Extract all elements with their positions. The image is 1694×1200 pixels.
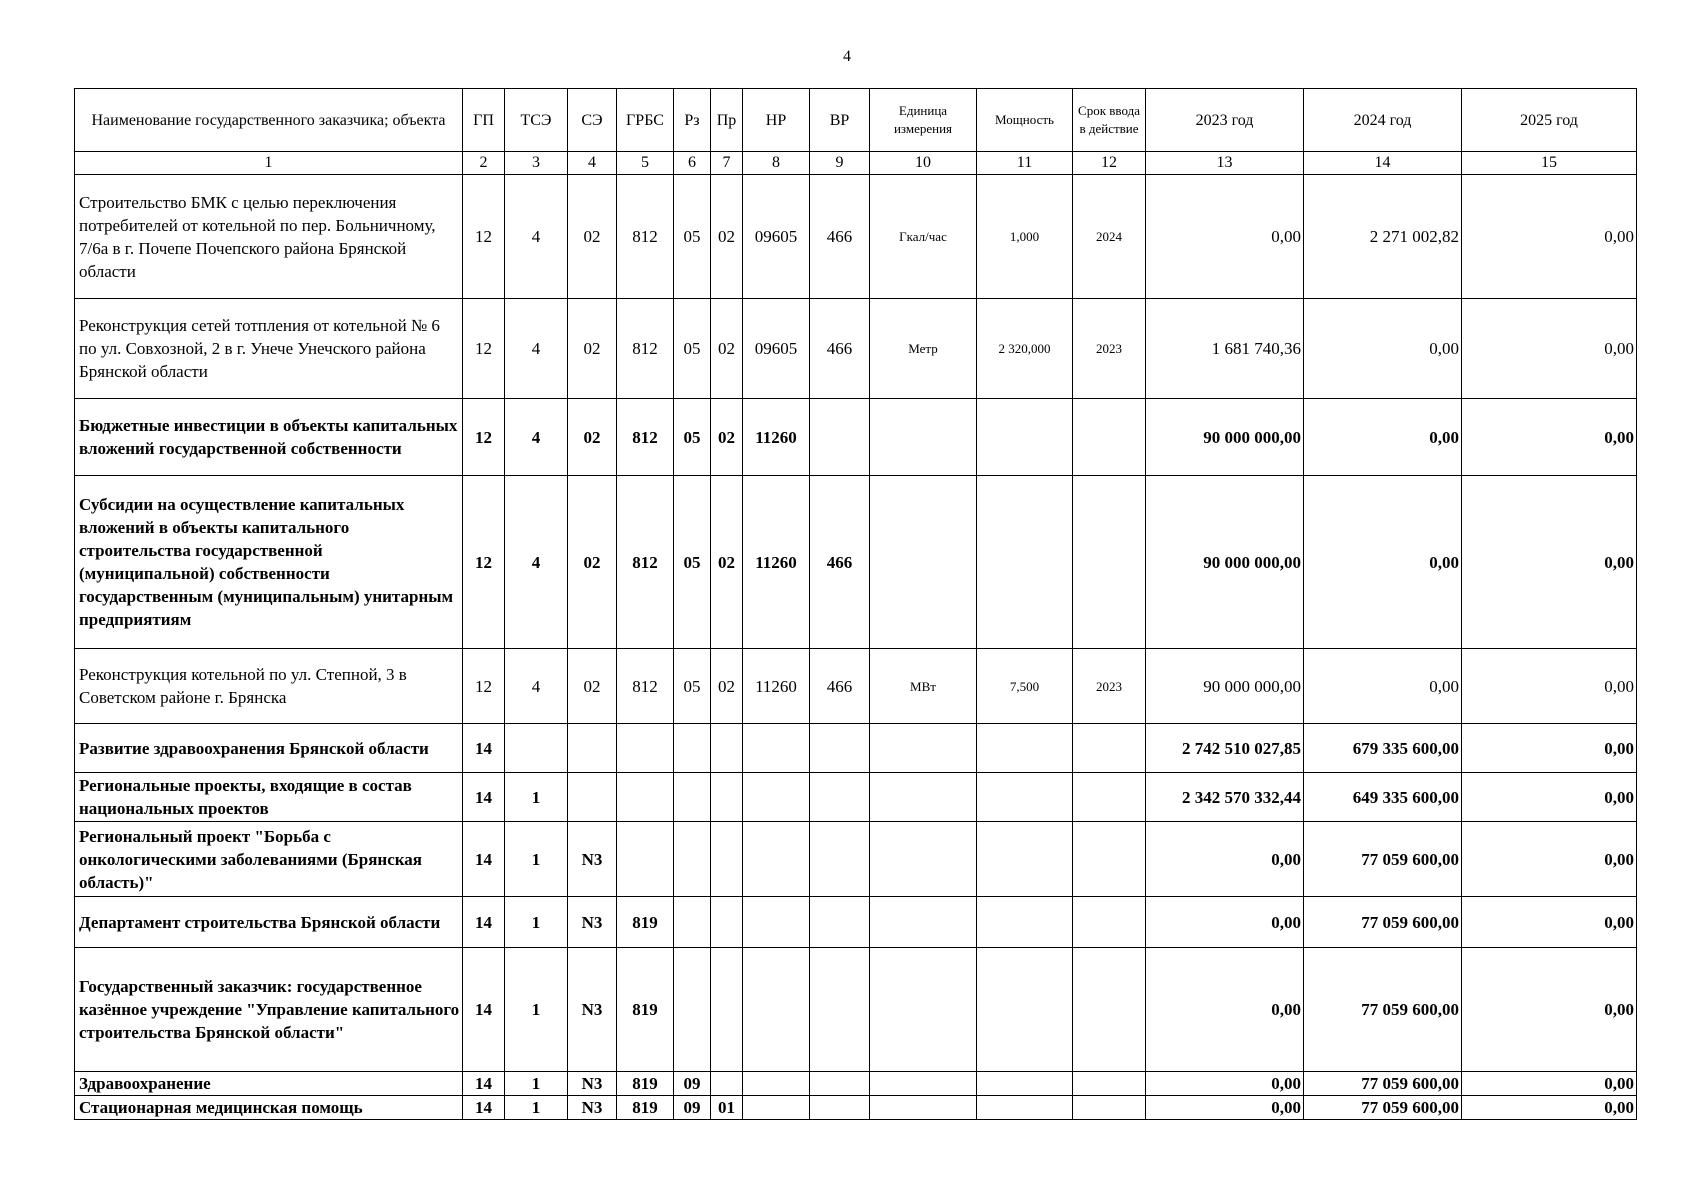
name-cell: Строительство БМК с целью переключения потребителей от котельной по пер. Больничному, 7/6а в г. Почепе Почепского района Брянской области bbox=[75, 175, 463, 299]
grbs-cell: 812 bbox=[617, 299, 674, 399]
tse-cell: 1 bbox=[505, 1096, 568, 1120]
vr-cell bbox=[810, 399, 870, 476]
se-cell: N3 bbox=[568, 1096, 617, 1120]
header-cell-vr: ВР bbox=[810, 89, 870, 152]
name-cell: Региональные проекты, входящие в состав национальных проектов bbox=[75, 773, 463, 822]
vr-cell: 466 bbox=[810, 649, 870, 724]
se-cell: 02 bbox=[568, 399, 617, 476]
unit-cell bbox=[870, 724, 977, 773]
header-cell-grbs: ГРБС bbox=[617, 89, 674, 152]
budget-table bbox=[74, 88, 1637, 1120]
amount-2025-cell: 0,00 bbox=[1462, 649, 1637, 724]
header-cell-se: СЭ bbox=[568, 89, 617, 152]
pr-cell: 02 bbox=[711, 649, 743, 724]
rz-cell bbox=[674, 773, 711, 822]
column-number: 6 bbox=[674, 152, 711, 175]
vr-cell bbox=[810, 1096, 870, 1120]
pr-cell: 02 bbox=[711, 299, 743, 399]
capacity-cell bbox=[977, 476, 1073, 649]
nr-cell bbox=[743, 1072, 810, 1096]
se-cell: 02 bbox=[568, 649, 617, 724]
se-cell: 02 bbox=[568, 299, 617, 399]
se-cell: N3 bbox=[568, 822, 617, 897]
header-cell-tse: ТСЭ bbox=[505, 89, 568, 152]
vr-cell bbox=[810, 724, 870, 773]
rz-cell: 05 bbox=[674, 299, 711, 399]
column-number: 5 bbox=[617, 152, 674, 175]
table-row bbox=[75, 299, 1637, 399]
vr-cell bbox=[810, 948, 870, 1072]
capacity-cell: 7,500 bbox=[977, 649, 1073, 724]
vr-cell bbox=[810, 822, 870, 897]
name-cell: Субсидии на осуществление капитальных вложений в объекты капитального строительства государственной (муниципальной) собственности государственным (муниципальным) унитарным предприятиям bbox=[75, 476, 463, 649]
se-cell: N3 bbox=[568, 1072, 617, 1096]
column-number: 2 bbox=[463, 152, 505, 175]
amount-2025-cell: 0,00 bbox=[1462, 1096, 1637, 1120]
header-cell-commissioning: Срок ввода в действие bbox=[1073, 89, 1146, 152]
tse-cell: 1 bbox=[505, 1072, 568, 1096]
nr-cell: 11260 bbox=[743, 649, 810, 724]
vr-cell: 466 bbox=[810, 299, 870, 399]
table-row bbox=[75, 822, 1637, 897]
column-number: 9 bbox=[810, 152, 870, 175]
vr-cell bbox=[810, 1072, 870, 1096]
vr-cell: 466 bbox=[810, 476, 870, 649]
unit-cell: Гкал/час bbox=[870, 175, 977, 299]
header-row bbox=[75, 89, 1637, 152]
rz-cell bbox=[674, 897, 711, 948]
rz-cell: 09 bbox=[674, 1072, 711, 1096]
column-number: 13 bbox=[1146, 152, 1304, 175]
commissioning-cell: 2024 bbox=[1073, 175, 1146, 299]
header-cell-rz: Рз bbox=[674, 89, 711, 152]
nr-cell bbox=[743, 948, 810, 1072]
amount-2023-cell: 1 681 740,36 bbox=[1146, 299, 1304, 399]
rz-cell: 09 bbox=[674, 1096, 711, 1120]
amount-2024-cell: 2 271 002,82 bbox=[1304, 175, 1462, 299]
amount-2025-cell: 0,00 bbox=[1462, 724, 1637, 773]
grbs-cell: 819 bbox=[617, 1072, 674, 1096]
commissioning-cell bbox=[1073, 773, 1146, 822]
header-cell-nr: НР bbox=[743, 89, 810, 152]
header-cell-gp: ГП bbox=[463, 89, 505, 152]
amount-2025-cell: 0,00 bbox=[1462, 948, 1637, 1072]
grbs-cell bbox=[617, 773, 674, 822]
amount-2025-cell: 0,00 bbox=[1462, 399, 1637, 476]
capacity-cell bbox=[977, 822, 1073, 897]
tse-cell: 4 bbox=[505, 299, 568, 399]
grbs-cell: 812 bbox=[617, 175, 674, 299]
table-row bbox=[75, 1096, 1637, 1120]
gp-cell: 12 bbox=[463, 299, 505, 399]
tse-cell: 1 bbox=[505, 948, 568, 1072]
capacity-cell bbox=[977, 897, 1073, 948]
capacity-cell: 2 320,000 bbox=[977, 299, 1073, 399]
se-cell bbox=[568, 724, 617, 773]
amount-2025-cell: 0,00 bbox=[1462, 299, 1637, 399]
grbs-cell bbox=[617, 724, 674, 773]
header-cell-year-2025: 2025 год bbox=[1462, 89, 1637, 152]
page-number: 4 bbox=[843, 48, 851, 65]
pr-cell bbox=[711, 948, 743, 1072]
unit-cell bbox=[870, 1072, 977, 1096]
amount-2024-cell: 679 335 600,00 bbox=[1304, 724, 1462, 773]
amount-2024-cell: 77 059 600,00 bbox=[1304, 897, 1462, 948]
amount-2025-cell: 0,00 bbox=[1462, 773, 1637, 822]
gp-cell: 14 bbox=[463, 897, 505, 948]
capacity-cell bbox=[977, 724, 1073, 773]
header-cell-pr: Пр bbox=[711, 89, 743, 152]
header-cell-capacity: Мощность bbox=[977, 89, 1073, 152]
gp-cell: 12 bbox=[463, 175, 505, 299]
nr-cell: 09605 bbox=[743, 175, 810, 299]
gp-cell: 14 bbox=[463, 822, 505, 897]
nr-cell bbox=[743, 773, 810, 822]
column-number: 12 bbox=[1073, 152, 1146, 175]
table-row bbox=[75, 773, 1637, 822]
gp-cell: 14 bbox=[463, 1096, 505, 1120]
unit-cell bbox=[870, 1096, 977, 1120]
rz-cell bbox=[674, 724, 711, 773]
amount-2023-cell: 0,00 bbox=[1146, 948, 1304, 1072]
column-number: 14 bbox=[1304, 152, 1462, 175]
pr-cell bbox=[711, 1072, 743, 1096]
amount-2024-cell: 77 059 600,00 bbox=[1304, 822, 1462, 897]
nr-cell: 09605 bbox=[743, 299, 810, 399]
unit-cell bbox=[870, 897, 977, 948]
header-cell-name: Наименование государственного заказчика; объекта bbox=[75, 89, 463, 152]
rz-cell: 05 bbox=[674, 649, 711, 724]
amount-2023-cell: 0,00 bbox=[1146, 1072, 1304, 1096]
name-cell: Здравоохранение bbox=[75, 1072, 463, 1096]
name-cell: Развитие здравоохранения Брянской области bbox=[75, 724, 463, 773]
unit-cell: МВт bbox=[870, 649, 977, 724]
nr-cell bbox=[743, 1096, 810, 1120]
vr-cell bbox=[810, 773, 870, 822]
nr-cell: 11260 bbox=[743, 476, 810, 649]
name-cell: Реконструкция котельной по ул. Степной, 3 в Советском районе г. Брянска bbox=[75, 649, 463, 724]
rz-cell: 05 bbox=[674, 476, 711, 649]
tse-cell: 4 bbox=[505, 399, 568, 476]
tse-cell: 1 bbox=[505, 773, 568, 822]
amount-2023-cell: 90 000 000,00 bbox=[1146, 399, 1304, 476]
commissioning-cell bbox=[1073, 724, 1146, 773]
se-cell: N3 bbox=[568, 897, 617, 948]
pr-cell: 02 bbox=[711, 175, 743, 299]
gp-cell: 12 bbox=[463, 399, 505, 476]
tse-cell: 4 bbox=[505, 476, 568, 649]
column-number: 15 bbox=[1462, 152, 1637, 175]
gp-cell: 14 bbox=[463, 948, 505, 1072]
amount-2024-cell: 77 059 600,00 bbox=[1304, 948, 1462, 1072]
amount-2024-cell: 0,00 bbox=[1304, 399, 1462, 476]
commissioning-cell bbox=[1073, 822, 1146, 897]
amount-2023-cell: 90 000 000,00 bbox=[1146, 649, 1304, 724]
commissioning-cell bbox=[1073, 1096, 1146, 1120]
commissioning-cell bbox=[1073, 948, 1146, 1072]
unit-cell bbox=[870, 399, 977, 476]
rz-cell: 05 bbox=[674, 175, 711, 299]
amount-2023-cell: 0,00 bbox=[1146, 175, 1304, 299]
commissioning-cell: 2023 bbox=[1073, 649, 1146, 724]
column-number: 11 bbox=[977, 152, 1073, 175]
tse-cell bbox=[505, 724, 568, 773]
table-row bbox=[75, 1072, 1637, 1096]
amount-2024-cell: 77 059 600,00 bbox=[1304, 1072, 1462, 1096]
grbs-cell: 819 bbox=[617, 897, 674, 948]
gp-cell: 14 bbox=[463, 724, 505, 773]
unit-cell: Метр bbox=[870, 299, 977, 399]
capacity-cell bbox=[977, 948, 1073, 1072]
tse-cell: 4 bbox=[505, 175, 568, 299]
name-cell: Региональный проект "Борьба с онкологическими заболеваниями (Брянская область)" bbox=[75, 822, 463, 897]
amount-2023-cell: 0,00 bbox=[1146, 822, 1304, 897]
table-row bbox=[75, 897, 1637, 948]
table-row bbox=[75, 948, 1637, 1072]
commissioning-cell bbox=[1073, 897, 1146, 948]
pr-cell: 02 bbox=[711, 476, 743, 649]
tse-cell: 4 bbox=[505, 649, 568, 724]
gp-cell: 14 bbox=[463, 773, 505, 822]
header-cell-year-2024: 2024 год bbox=[1304, 89, 1462, 152]
grbs-cell: 819 bbox=[617, 948, 674, 1072]
amount-2023-cell: 0,00 bbox=[1146, 897, 1304, 948]
table-row bbox=[75, 175, 1637, 299]
amount-2023-cell: 90 000 000,00 bbox=[1146, 476, 1304, 649]
pr-cell: 02 bbox=[711, 399, 743, 476]
se-cell: 02 bbox=[568, 476, 617, 649]
column-numbers-row bbox=[75, 152, 1637, 175]
header-cell-unit: Единица измерения bbox=[870, 89, 977, 152]
capacity-cell bbox=[977, 1096, 1073, 1120]
rz-cell bbox=[674, 948, 711, 1072]
rz-cell: 05 bbox=[674, 399, 711, 476]
nr-cell bbox=[743, 822, 810, 897]
pr-cell bbox=[711, 822, 743, 897]
amount-2025-cell: 0,00 bbox=[1462, 175, 1637, 299]
se-cell bbox=[568, 773, 617, 822]
unit-cell bbox=[870, 773, 977, 822]
name-cell: Государственный заказчик: государственное казённое учреждение "Управление капитального строительства Брянской области" bbox=[75, 948, 463, 1072]
tse-cell: 1 bbox=[505, 822, 568, 897]
amount-2025-cell: 0,00 bbox=[1462, 1072, 1637, 1096]
rz-cell bbox=[674, 822, 711, 897]
column-number: 3 bbox=[505, 152, 568, 175]
se-cell: 02 bbox=[568, 175, 617, 299]
commissioning-cell bbox=[1073, 1072, 1146, 1096]
vr-cell bbox=[810, 897, 870, 948]
name-cell: Бюджетные инвестиции в объекты капитальных вложений государственной собственности bbox=[75, 399, 463, 476]
unit-cell bbox=[870, 948, 977, 1072]
capacity-cell bbox=[977, 773, 1073, 822]
capacity-cell bbox=[977, 1072, 1073, 1096]
amount-2023-cell: 2 742 510 027,85 bbox=[1146, 724, 1304, 773]
gp-cell: 14 bbox=[463, 1072, 505, 1096]
unit-cell bbox=[870, 822, 977, 897]
capacity-cell bbox=[977, 399, 1073, 476]
amount-2024-cell: 649 335 600,00 bbox=[1304, 773, 1462, 822]
gp-cell: 12 bbox=[463, 649, 505, 724]
pr-cell bbox=[711, 773, 743, 822]
column-number: 8 bbox=[743, 152, 810, 175]
amount-2025-cell: 0,00 bbox=[1462, 476, 1637, 649]
amount-2025-cell: 0,00 bbox=[1462, 897, 1637, 948]
nr-cell: 11260 bbox=[743, 399, 810, 476]
capacity-cell: 1,000 bbox=[977, 175, 1073, 299]
name-cell: Департамент строительства Брянской области bbox=[75, 897, 463, 948]
amount-2025-cell: 0,00 bbox=[1462, 822, 1637, 897]
unit-cell bbox=[870, 476, 977, 649]
grbs-cell: 812 bbox=[617, 399, 674, 476]
amount-2024-cell: 0,00 bbox=[1304, 476, 1462, 649]
commissioning-cell bbox=[1073, 399, 1146, 476]
name-cell: Реконструкция сетей тотпления от котельной № 6 по ул. Совхозной, 2 в г. Унече Унечского района Брянской области bbox=[75, 299, 463, 399]
column-number: 7 bbox=[711, 152, 743, 175]
column-number: 4 bbox=[568, 152, 617, 175]
table-row bbox=[75, 399, 1637, 476]
grbs-cell: 812 bbox=[617, 649, 674, 724]
se-cell: N3 bbox=[568, 948, 617, 1072]
nr-cell bbox=[743, 897, 810, 948]
grbs-cell: 819 bbox=[617, 1096, 674, 1120]
amount-2024-cell: 0,00 bbox=[1304, 299, 1462, 399]
amount-2023-cell: 2 342 570 332,44 bbox=[1146, 773, 1304, 822]
column-number: 10 bbox=[870, 152, 977, 175]
table-row bbox=[75, 649, 1637, 724]
header-cell-year-2023: 2023 год bbox=[1146, 89, 1304, 152]
name-cell: Стационарная медицинская помощь bbox=[75, 1096, 463, 1120]
column-number: 1 bbox=[75, 152, 463, 175]
amount-2023-cell: 0,00 bbox=[1146, 1096, 1304, 1120]
pr-cell bbox=[711, 724, 743, 773]
nr-cell bbox=[743, 724, 810, 773]
tse-cell: 1 bbox=[505, 897, 568, 948]
commissioning-cell bbox=[1073, 476, 1146, 649]
vr-cell: 466 bbox=[810, 175, 870, 299]
grbs-cell bbox=[617, 822, 674, 897]
pr-cell: 01 bbox=[711, 1096, 743, 1120]
pr-cell bbox=[711, 897, 743, 948]
table-row bbox=[75, 724, 1637, 773]
commissioning-cell: 2023 bbox=[1073, 299, 1146, 399]
amount-2024-cell: 0,00 bbox=[1304, 649, 1462, 724]
amount-2024-cell: 77 059 600,00 bbox=[1304, 1096, 1462, 1120]
table-row bbox=[75, 476, 1637, 649]
grbs-cell: 812 bbox=[617, 476, 674, 649]
gp-cell: 12 bbox=[463, 476, 505, 649]
